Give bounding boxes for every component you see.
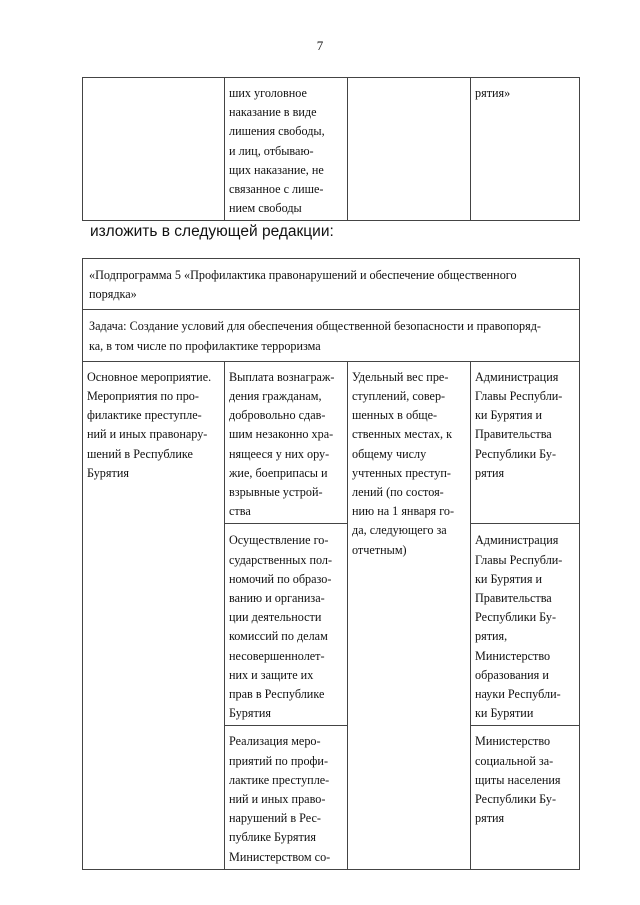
table-row: [83, 259, 580, 310]
table-cell: рятия»: [471, 78, 580, 221]
activity-cell: Выплата вознаграж- дения гражданам, добровольно сдав- шим незаконно хра- нящееся у них ору- жие, боеприпасы и взрывные устрой- ства: [225, 361, 348, 524]
executor-cell: Администрация Главы Республи- ки Бурятия и Правительства Республики Бу- рятия: [471, 361, 580, 524]
table-cell: [83, 78, 225, 221]
task-description: Задача: Создание условий для обеспечения общественной безопасности и правопоряд- ка, в том числе по профилактике терроризма: [83, 310, 580, 361]
page-number: 7: [316, 38, 324, 53]
activity-cell: Реализация меро- приятий по профи- лактике преступле- ний и иных право- нарушений в Рес- публике Бурятия Министерством со-: [225, 726, 348, 869]
executor-cell: Министерство социальной за- щиты населения Республики Бу- рятия: [471, 726, 580, 869]
table-cell: [348, 78, 471, 221]
table-row: [83, 78, 580, 221]
previous-table-fragment: [82, 77, 580, 221]
indicator-cell: Удельный вес пре- ступлений, совер- шенных в обще- ственных местах, к общему числу учтенных преступ- лений (по состоя- нию на 1 января го- да, следующего за отчетным): [348, 361, 471, 869]
main-event-cell: Основное мероприятие. Мероприятия по про- филактике преступле- ний и иных правонару- шений в Республике Бурятия: [83, 361, 225, 869]
table-row: [83, 310, 580, 361]
subprogram-title: «Подпрограмма 5 «Профилактика правонарушений и обеспечение общественного порядка»: [83, 259, 580, 310]
executor-cell: Администрация Главы Республи- ки Бурятия и Правительства Республики Бу- рятия, Министерство образования и науки Республи- ки Бурятии: [471, 524, 580, 726]
subprogram-table: [82, 258, 580, 870]
table-row: [83, 361, 580, 524]
table-cell: ших уголовное наказание в виде лишения свободы, и лиц, отбываю- щих наказание, не связанное с лише- нием свободы: [225, 78, 348, 221]
instruction-text: изложить в следующей редакции:: [90, 223, 334, 240]
activity-cell: Осуществление го- сударственных пол- номочий по образо- ванию и организа- ции деятельности комиссий по делам несовершеннолет- них и защите их прав в Республике Бурятия: [225, 524, 348, 726]
